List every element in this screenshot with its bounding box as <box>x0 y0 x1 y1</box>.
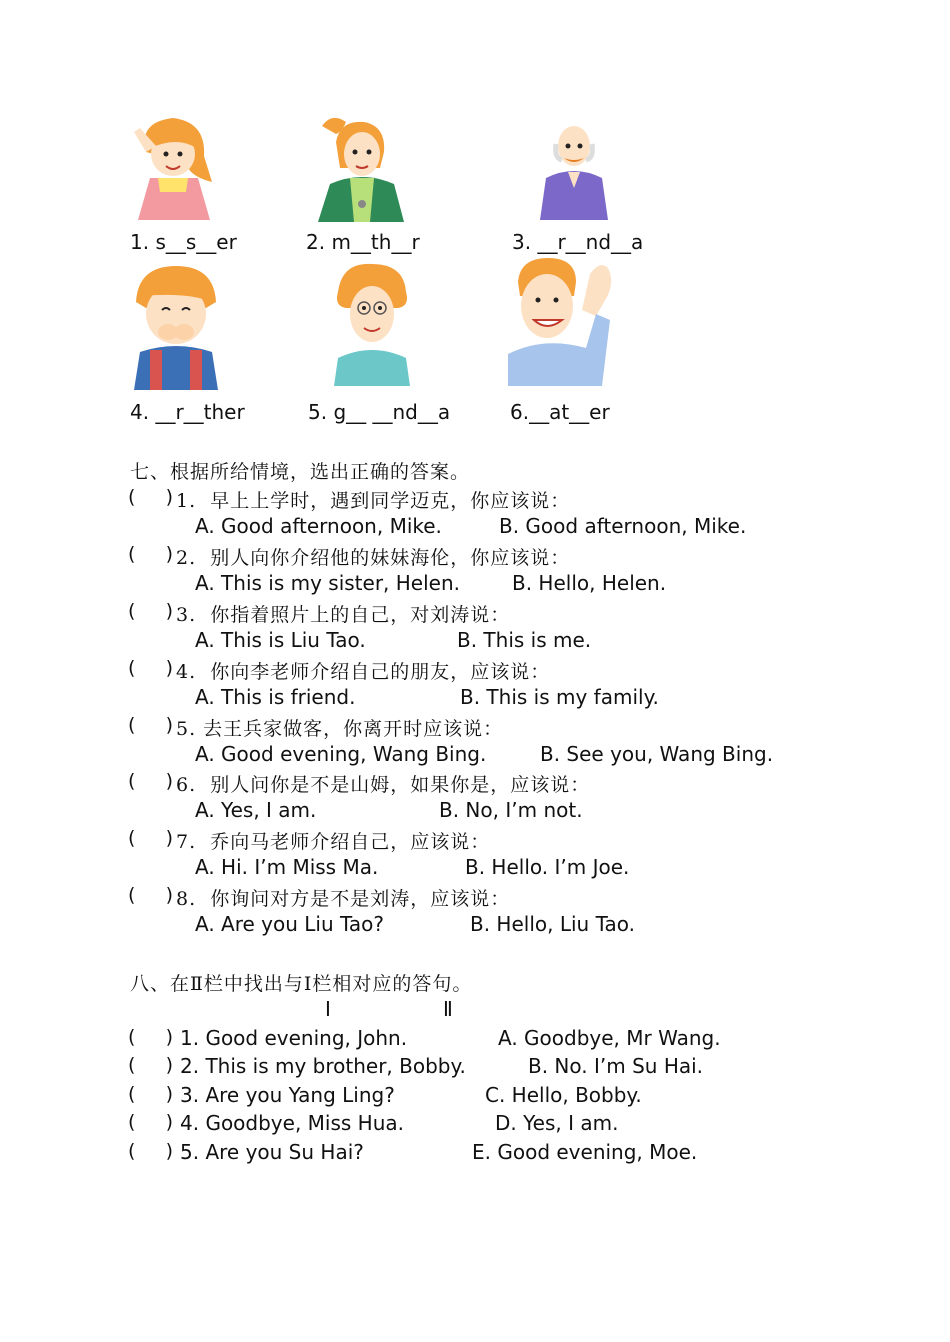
column-i-item: 4. Goodbye, Miss Hua. <box>180 1111 404 1135</box>
column-i-item: 5. Are you Su Hai? <box>180 1140 364 1164</box>
word-blank-5: 5. g__ __nd__a <box>308 400 451 424</box>
word-blank-4: 4. __r__ther <box>130 400 245 424</box>
column-i-item: 3. Are you Yang Ling? <box>180 1083 395 1107</box>
option-a: A. Hi. I’m Miss Ma. <box>195 855 379 879</box>
question-prompt: 2. 别人向你介绍他的妹妹海伦，你应该说： <box>176 547 571 569</box>
option-b: B. See you, Wang Bing. <box>540 742 774 766</box>
column-ii-item: D. Yes, I am. <box>495 1111 619 1135</box>
word-blank-2: 2. m__th__r <box>306 230 420 254</box>
option-b: B. Hello, Liu Tao. <box>470 912 635 936</box>
option-a: A. This is Liu Tao. <box>195 628 366 652</box>
sister-figure-icon <box>128 112 218 222</box>
answer-blank[interactable]: ( ) <box>128 1111 174 1133</box>
answer-blank[interactable]: ( ) <box>128 486 174 508</box>
question-prompt: 3. 你指着照片上的自己，对刘涛说： <box>176 604 511 626</box>
question-prompt: 6. 别人问你是不是山姆，如果你是，应该说： <box>176 774 591 796</box>
column-i-header: Ⅰ <box>325 997 331 1021</box>
option-a: A. Yes, I am. <box>195 798 317 822</box>
answer-blank[interactable]: ( ) <box>128 543 174 565</box>
option-a: A. This is my sister, Helen. <box>195 571 460 595</box>
answer-blank[interactable]: ( ) <box>128 1140 174 1162</box>
father-figure-icon <box>504 256 618 388</box>
answer-blank[interactable]: ( ) <box>128 714 174 736</box>
column-ii-item: A. Goodbye, Mr Wang. <box>498 1026 721 1050</box>
option-a: A. Good afternoon, Mike. <box>195 514 442 538</box>
question-prompt: 7. 乔向马老师介绍自己，应该说： <box>176 831 491 853</box>
answer-blank[interactable]: ( ) <box>128 657 174 679</box>
answer-blank[interactable]: ( ) <box>128 1026 174 1048</box>
option-a: A. Are you Liu Tao? <box>195 912 385 936</box>
option-b: B. This is my family. <box>460 685 659 709</box>
column-i-item: 2. This is my brother, Bobby. <box>180 1054 466 1078</box>
option-b: B. No, I’m not. <box>439 798 583 822</box>
answer-blank[interactable]: ( ) <box>128 600 174 622</box>
option-a: A. This is friend. <box>195 685 356 709</box>
section8-title: 八、在Ⅱ栏中找出与Ⅰ栏相对应的答句。 <box>130 973 473 995</box>
brother-figure-icon <box>128 262 223 392</box>
option-b: B. This is me. <box>457 628 592 652</box>
mother-figure-icon <box>312 112 407 222</box>
question-prompt: 1. 早上上学时，遇到同学迈克，你应该说： <box>176 490 571 512</box>
column-i-item: 1. Good evening, John. <box>180 1026 408 1050</box>
option-b: B. Good afternoon, Mike. <box>499 514 747 538</box>
option-b: B. Hello. I’m Joe. <box>465 855 630 879</box>
answer-blank[interactable]: ( ) <box>128 827 174 849</box>
option-b: B. Hello, Helen. <box>512 571 667 595</box>
word-blank-6: 6.__at__er <box>510 400 610 424</box>
word-blank-1: 1. s__s__er <box>130 230 237 254</box>
option-a: A. Good evening, Wang Bing. <box>195 742 487 766</box>
grandma-figure-icon <box>332 262 412 388</box>
word-blank-3: 3. __r__nd__a <box>512 230 644 254</box>
grandpa-figure-icon <box>532 118 612 222</box>
answer-blank[interactable]: ( ) <box>128 884 174 906</box>
column-ii-item: B. No. I’m Su Hai. <box>528 1054 704 1078</box>
answer-blank[interactable]: ( ) <box>128 1083 174 1105</box>
column-ii-item: C. Hello, Bobby. <box>485 1083 642 1107</box>
answer-blank[interactable]: ( ) <box>128 1054 174 1076</box>
section7-title: 七、根据所给情境，选出正确的答案。 <box>130 461 471 483</box>
question-prompt: 4. 你向李老师介绍自己的朋友，应该说： <box>176 661 551 683</box>
column-ii-item: E. Good evening, Moe. <box>472 1140 698 1164</box>
column-ii-header: Ⅱ <box>443 997 453 1021</box>
question-prompt: 5. 去王兵家做客，你离开时应该说： <box>176 718 504 740</box>
answer-blank[interactable]: ( ) <box>128 770 174 792</box>
question-prompt: 8. 你询问对方是不是刘涛，应该说： <box>176 888 511 910</box>
